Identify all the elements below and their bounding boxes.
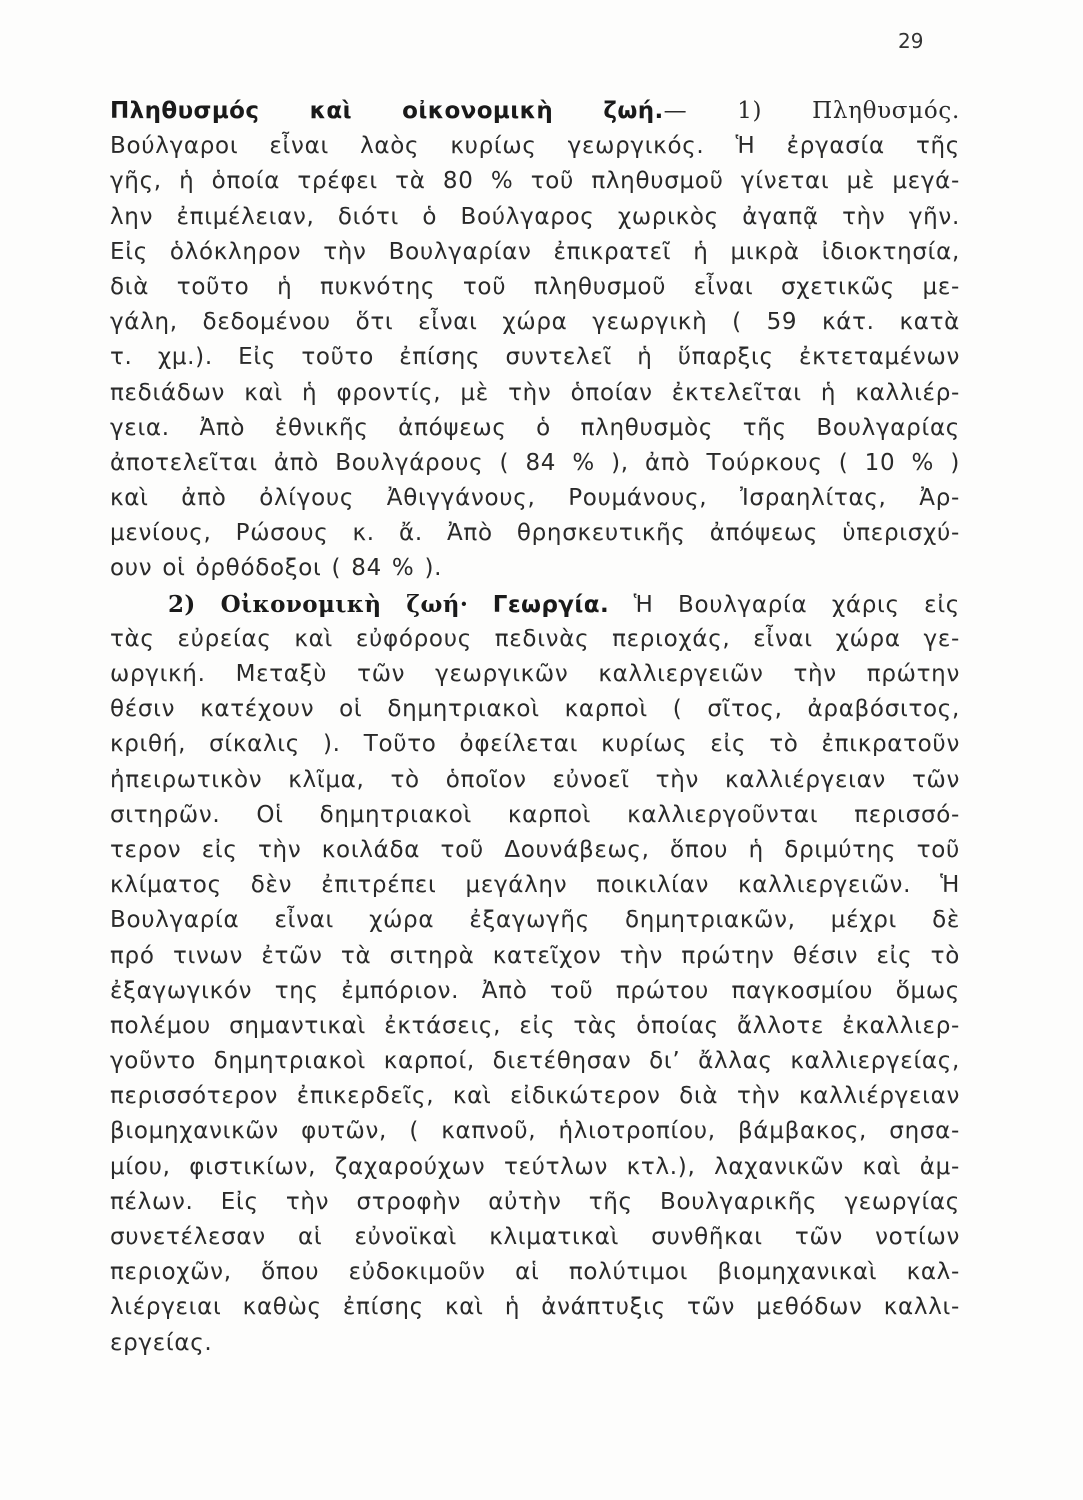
section2-line: συνετέλεσαν αἱ εὐνοϊκαὶ κλιματικαὶ συνθῆκαι τῶν νοτίων <box>110 1224 960 1250</box>
section1-line: λην ἐπιμέλειαν, διότι ὁ Βούλγαρος χωρικὸς ἀγαπᾷ τὴν γῆν. <box>110 203 960 230</box>
section2-first-line-text: Ἡ Βουλγαρία χάρις εἰς <box>633 591 961 618</box>
section2-line: ἐξαγωγικόν της ἐμπόριον. Ἀπὸ τοῦ πρώτου παγκοσμίου ὅμως <box>110 977 960 1004</box>
section1-line: μενίους, Ρώσους κ. ἄ. Ἀπὸ θρησκευτικῆς ἀπόψεως ὑπερισχύ- <box>110 520 960 547</box>
section2-line: τερον εἰς τὴν κοιλάδα τοῦ Δουνάβεως, ὅπου ἡ δριμύτης τοῦ <box>110 836 960 863</box>
section1-last-line: ουν οἱ ὀρθόδοξοι ( 84 % ). <box>110 555 443 582</box>
section2-line: σιτηρῶν. Οἱ δημητριακοὶ καρποὶ καλλιεργοῦνται περισσό- <box>110 801 960 828</box>
section2-line: ωργική. Μεταξὺ τῶν γεωργικῶν καλλιεργειῶν τὴν πρώτην <box>110 661 960 687</box>
section2-line: πέλων. Εἰς τὴν στροφὴν αὐτὴν τῆς Βουλγαρικῆς γεωργίας <box>110 1188 960 1215</box>
section1-line: Βούλγαροι εἶναι λαὸς κυρίως γεωργικός. Ἡ ἐργασία τῆς <box>110 133 960 160</box>
section1-line: γεια. Ἀπὸ ἐθνικῆς ἀπόψεως ὁ πληθυσμὸς τῆς Βουλγαρίας <box>110 414 960 441</box>
section2-line: βιομηχανικῶν φυτῶν, ( καπνοῦ, ἡλιοτροπίου, βάμβακος, σησα- <box>110 1118 960 1145</box>
section2-line: Βουλγαρία εἶναι χώρα ἐξαγωγῆς δημητριακῶν, μέχρι δὲ <box>110 907 960 934</box>
section2-subheading: Γεωργία. <box>492 591 610 618</box>
section2-line: κριθή, σίκαλις ). Τοῦτο ὀφείλεται κυρίως εἰς τὸ ἐπικρατοῦν <box>110 731 960 758</box>
section2-line: τὰς εὐρείας καὶ εὐφόρους πεδινὰς περιοχάς, εἶναι χώρα γε- <box>110 625 960 652</box>
section1-line: γῆς, ἡ ὁποία τρέφει τὰ 80 % τοῦ πληθυσμοῦ γίνεται μὲ μεγά- <box>110 168 960 195</box>
section1-line: τ. χμ.). Εἰς τοῦτο ἐπίσης συντελεῖ ἡ ὕπαρξις ἐκτεταμένων <box>110 344 960 371</box>
section2-line: κλίματος δὲν ἐπιτρέπει μεγάλην ποικιλίαν καλλιεργειῶν. Ἡ <box>110 872 960 899</box>
section2-line: μίου, φιστικίων, ζαχαρούχων τεύτλων κτλ.), λαχανικῶν καὶ ἀμ- <box>110 1153 960 1180</box>
section2-last-line: εργείας. <box>110 1329 213 1356</box>
section1-first-line <box>110 94 960 129</box>
section1-line: διὰ τοῦτο ἡ πυκνότης τοῦ πληθυσμοῦ εἶναι σχετικῶς με- <box>110 273 960 300</box>
section2-line: γοῦντο δημητριακοὶ καρποί, διετέθησαν δι’ ἄλλας καλλιεργείας, <box>110 1048 960 1075</box>
section2-line: περιοχῶν, ὅπου εὐδοκιμοῦν αἱ πολύτιμοι βιομηχανικαὶ καλ- <box>110 1259 960 1286</box>
section2-heading: 2) Οἰκονομικὴ ζωή· <box>168 590 469 618</box>
section1-heading: Πληθυσμός καὶ οἰκονομικὴ ζωή. <box>110 98 664 124</box>
section1-line: γάλη, δεδομένου ὅτι εἶναι χώρα γεωργικὴ ( 59 κάτ. κατὰ <box>110 309 960 336</box>
section1-sub-label: — 1) Πληθυσμός. <box>663 98 960 124</box>
section1-line: πεδιάδων καὶ ἡ φροντίς, μὲ τὴν ὁποίαν ἐκτελεῖται ἡ καλλιέρ- <box>110 379 960 406</box>
section2-line: πολέμου σημαντικαὶ ἐκτάσεις, εἰς τὰς ὁποίας ἄλλοτε ἐκαλλιερ- <box>110 1012 960 1039</box>
section1-line: ἀποτελεῖται ἀπὸ Βουλγάρους ( 84 % ), ἀπὸ Τούρκους ( 10 % ) <box>110 449 960 476</box>
body-text <box>110 94 960 1361</box>
section2-first-line <box>110 587 960 622</box>
page-number: 29 <box>898 29 924 53</box>
section2-line: λιέργειαι καθὼς ἐπίσης καὶ ἡ ἀνάπτυξις τῶν μεθόδων καλλι- <box>110 1294 960 1321</box>
section1-line: Εἰς ὁλόκληρον τὴν Βουλγαρίαν ἐπικρατεῖ ἡ μικρὰ ἰδιοκτησία, <box>110 238 960 265</box>
section1-line: καὶ ἀπὸ ὀλίγους Ἀθιγγάνους, Ρουμάνους, Ἰσραηλίτας, Ἀρ- <box>110 485 960 512</box>
section2-line: περισσότερον ἐπικερδεῖς, καὶ εἰδικώτερον διὰ τὴν καλλιέργειαν <box>110 1083 960 1110</box>
section2-line: πρό τινων ἐτῶν τὰ σιτηρὰ κατεῖχον τὴν πρώτην θέσιν εἰς τὸ <box>110 942 960 969</box>
section2-line: ἠπειρωτικὸν κλῖμα, τὸ ὁποῖον εὐνοεῖ τὴν καλλιέργειαν τῶν <box>110 766 960 793</box>
section2-line: θέσιν κατέχουν οἱ δημητριακοὶ καρποὶ ( σῖτος, ἀραβόσιτος, <box>110 696 960 723</box>
